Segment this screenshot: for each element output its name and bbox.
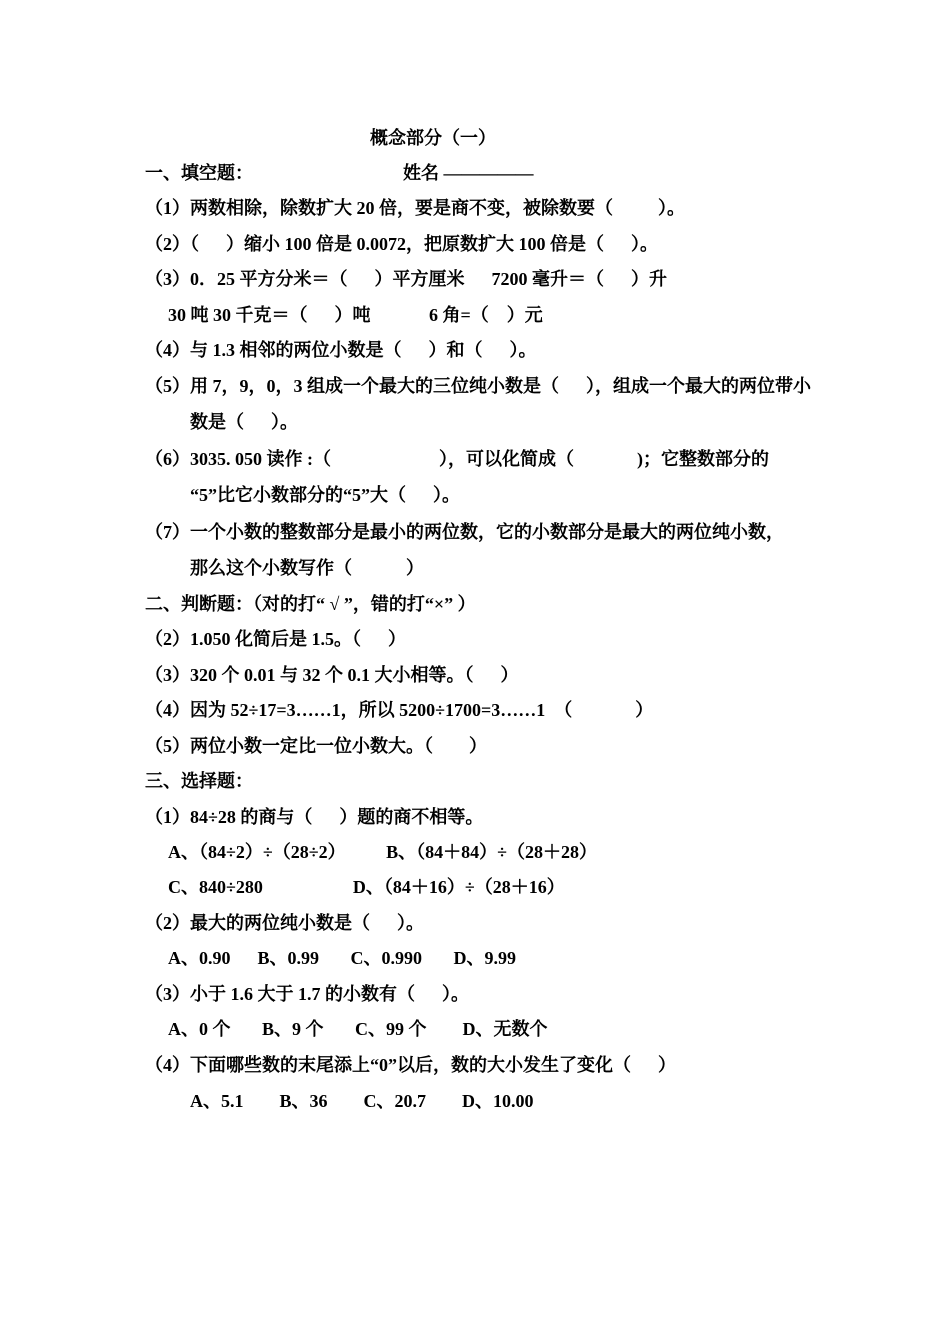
choice-q1-options-ab: A、（84÷2）÷（28÷2） B、（84＋84）÷（28＋28） (168, 842, 598, 862)
true-false-q3: （3）320 个 0.01 与 32 个 0.1 大小相等。（ ） (145, 665, 519, 685)
fill-blank-q7-cont: 那么这个小数写作（ ） (190, 558, 424, 578)
choice-q2: （2）最大的两位纯小数是（ ）。 (145, 913, 424, 933)
fill-blank-q3: （3）0．25 平方分米＝（ ）平方厘米 7200 毫升＝（ ）升 (145, 269, 667, 289)
true-false-q4: （4）因为 52÷17=3……1，所以 5200÷1700=3……1 （ ） (145, 700, 654, 720)
choice-q2-options: A、0.90 B、0.99 C、0.990 D、9.99 (168, 948, 517, 968)
choice-q3-options: A、0 个 B、9 个 C、99 个 D、无数个 (168, 1019, 548, 1039)
choice-q3: （3）小于 1.6 大于 1.7 的小数有（ ）。 (145, 984, 469, 1004)
fill-blank-q6: （6）3035. 050 读作 :（ ），可以化简成（ )；它整数部分的 (145, 449, 769, 469)
section-heading-fill-blank: 一、填空题： (145, 163, 253, 183)
fill-blank-q5-cont: 数是（ ）。 (190, 412, 298, 432)
fill-blank-q6-cont: “5”比它小数部分的“5”大（ ）。 (190, 485, 460, 505)
fill-blank-q2: （2）（ ）缩小 100 倍是 0.0072，把原数扩大 100 倍是（ ）。 (145, 234, 658, 254)
choice-q1-options-cd: C、840÷280 D、（84＋16）÷（28＋16） (168, 877, 565, 897)
fill-blank-q4: （4）与 1.3 相邻的两位小数是（ ）和（ ）。 (145, 340, 537, 360)
fill-blank-q7: （7）一个小数的整数部分是最小的两位数，它的小数部分是最大的两位纯小数， (145, 522, 784, 542)
page-title: 概念部分（一） (370, 128, 496, 148)
true-false-q5: （5）两位小数一定比一位小数大。（ ） (145, 736, 487, 756)
name-field-label: 姓名 ————— (403, 163, 534, 183)
true-false-q2: （2）1.050 化简后是 1.5。（ ） (145, 629, 406, 649)
choice-q1: （1）84÷28 的商与（ ）题的商不相等。 (145, 807, 484, 827)
section-heading-true-false: 二、判断题：（对的打“ √ ”，错的打“×” ） (145, 594, 476, 614)
section-heading-multiple-choice: 三、选择题： (145, 771, 253, 791)
choice-q4-options: A、5.1 B、36 C、20.7 D、10.00 (190, 1091, 534, 1111)
fill-blank-q1: （1）两数相除，除数扩大 20 倍，要是商不变，被除数要（ ）。 (145, 198, 685, 218)
fill-blank-q5: （5）用 7，9，0，3 组成一个最大的三位纯小数是（ ），组成一个最大的两位带小 (145, 376, 811, 396)
fill-blank-q3-cont: 30 吨 30 千克＝（ ）吨 6 角=（ ）元 (168, 305, 543, 325)
choice-q4: （4）下面哪些数的末尾添上“0”以后，数的大小发生了变化（ ） (145, 1055, 676, 1075)
